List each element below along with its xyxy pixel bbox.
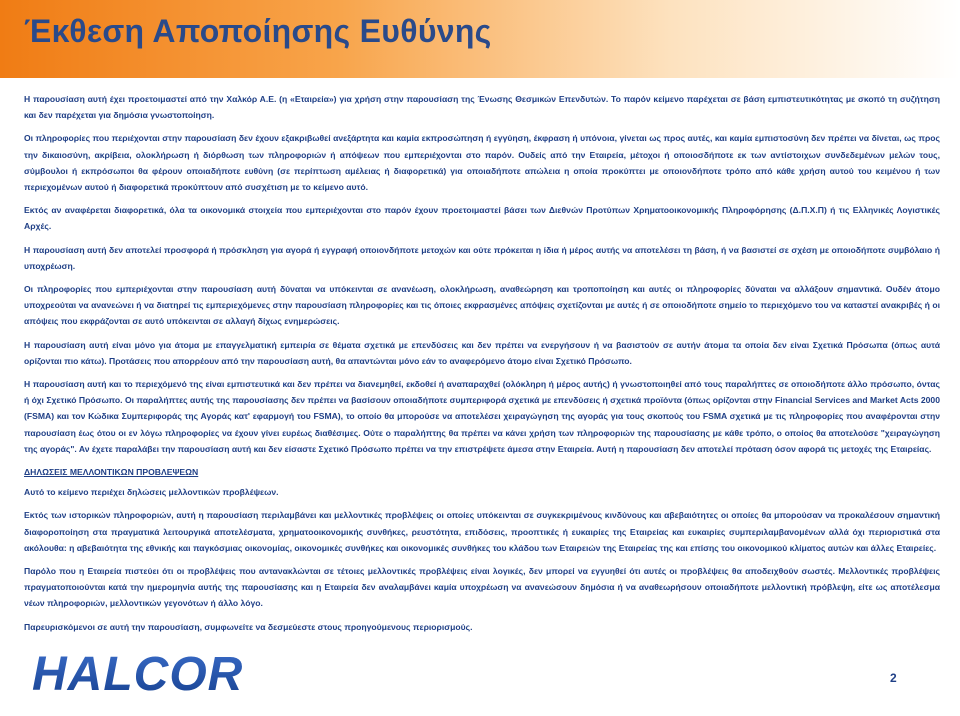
halcor-logo xyxy=(28,644,268,700)
page-number: 2 xyxy=(890,671,897,685)
paragraph-forward-risks: Εκτός των ιστορικών πληροφοριών, αυτή η παρουσίαση περιλαμβάνει και μελλοντικές προβλέψεις οι οποίες υπόκεινται σε συγκεκριμένους κινδύνους και αβεβαιότητες οι οποίες θα μπορούσαν να προκαλέσουν σημαντική διαφοροποίηση στα πραγματικά λειτουργικά αποτελέσματα, χρηματοοικονομικής συνθήκες, ρευστότητα, επιδόσεις, προοπτικές ή ευκαιρίες της Εταιρείας και ευκαιρίες συμπεριλαμβανομένων αλλά όχι περιοριστικά στα ακόλουθα: η αβεβαιότητα της εθνικής και παγκόσμιας οικονομίας, οικονομικές συνθήκες και οικονομικές συνθήκες του κλάδου των Εταιρειών της Εταιρείας της και επίσης του οικονομικού κλίματος αυτών και άλλες Εταιρείες. xyxy=(24,510,940,553)
paragraph-updates: Οι πληροφορίες που εμπεριέχονται στην παρουσίαση αυτή δύναται να υπόκεινται σε ανανέωση, ολοκλήρωση, αναθεώρηση και τροποποίηση και αυτές οι πληροφορίες δύναται να αλλάξουν σημαντικά. Ουδέν άτομο υποχρεούται να ανανεώνει ή να διατηρεί τις εμπεριεχόμενες στην παρουσίαση πληροφορίες και τις όποιες εκφρασμένες απόψεις σχετίζονται με αυτές ή σε οποιοδήποτε σημείο το περιεχόμενο του να καταστεί ανακριβές ή οι απόψεις που εκφράζονται σε αυτό υπόκεινται σε αλλαγή δίχως ενημερώσεις. xyxy=(24,284,940,327)
paragraph-agreement: Παρευρισκόμενοι σε αυτή την παρουσίαση, συμφωνείτε να δεσμεύεστε στους προηγούμενους περιορισμούς. xyxy=(24,621,473,632)
paragraph-forward-intro: Αυτό το κείμενο περιέχει δηλώσεις μελλοντικών προβλέψεων. xyxy=(24,487,279,498)
paragraph-financial-standards: Εκτός αν αναφέρεται διαφορετικά, όλα τα οικονομικά στοιχεία που εμπεριέχονται στο παρόν έχουν προετοιμαστεί βάσει των Διεθνών Προτύπων Χρηματοοικονομικής Πληροφόρησης (Δ.Π.Χ.Π) ή τις Ελληνικές Λογιστικές Αρχές. xyxy=(24,205,940,232)
section-heading-forward-looking: ΔΗΛΩΣΕΙΣ ΜΕΛΛΟΝΤΙΚΩΝ ΠΡΟΒΛΕΨΕΩΝ xyxy=(24,467,199,478)
disclaimer-body xyxy=(24,91,940,642)
paragraph-no-offer: Η παρουσίαση αυτή δεν αποτελεί προσφορά ή πρόσκληση για αγορά ή εγγραφή οποιονδήποτε μετοχών και ούτε πρόκειται η ίδια ή μέρος αυτής να αποτελέσει τη βάση, ή να βασιστεί σε σχέση με οποιοδήποτε συμβόλαιο ή υποχρέωση. xyxy=(24,244,940,271)
logo-wordmark: HALCOR xyxy=(32,648,244,700)
paragraph-forward-no-update: Παρόλο που η Εταιρεία πιστεύει ότι οι προβλέψεις που αντανακλώνται σε τέτοιες μελλοντικές προβλέψεις είναι λογικές, δεν μπορεί να εγγυηθεί ότι αυτές οι προβλέψεις θα αποδειχθούν σωστές. Μελλοντικές προβλέψεις πραγματοποιούνται κατά την ημερομηνία αυτής της παρουσίασης και η Εταιρεία δεν αναλαμβάνει καμία υποχρέωση να ανανεώσουν δημόσια ή να αναθεωρήσουν οποιαδήποτε μελλοντική πρόβλεψη, είτε ως αποτέλεσμα νέων πληροφοριών, μελλοντικών γεγονότων ή άλλο λόγο. xyxy=(24,566,940,609)
paragraph-intro: Η παρουσίαση αυτή έχει προετοιμαστεί από την Χαλκόρ Α.Ε. (η «Εταιρεία») για χρήση στην παρουσίαση της Ένωσης Θεσμικών Επενδυτών. Το παρόν κείμενο παρέχεται σε βάση εμπιστευτικότητας με σκοπό τη συζήτηση και δεν παρέχεται για δημόσια γνωστοποίηση. xyxy=(24,94,940,121)
paragraph-confidentiality: Η παρουσίαση αυτή και το περιεχόμενό της είναι εμπιστευτικά και δεν πρέπει να διανεμηθεί, εκδοθεί ή αναπαραχθεί (ολόκληρη ή μέρος αυτής) ή γνωστοποιηθεί από τους παραλήπτες σε οποιοδήποτε άλλο πρόσωπο, όντας ή όχι Σχετικό Πρόσωπο. Οι παραλήπτες αυτής της παρουσίασης δεν πρέπει να βασίσουν οποιαδήποτε συμπεριφορά σχετικά με επενδύσεις ή σχετικά προϊόντα (όπως ορίζονται στην Financial Services and Market Acts 2000 (FSMA) και τον Κώδικα Συμπεριφοράς της Αγοράς κατ' εφαρμογή του FSMA), το οποίο θα μπορούσε να αποτελέσει χειραγώγηση της αγοράς για τους σκοπούς του FSMA σχετικά με τις πληροφορίες που αναφέρονται στην παρουσίαση έως ότου οι εν λόγω πληροφορίες να έχουν γίνει ευρέως διαθέσιμες. Ούτε ο παραλήπτης θα πρέπει να κάνει χρήση των πληροφοριών της παρουσίασης με κάθε τρόπο, ο οποίος θα αποτελούσε "χειραγώγηση της αγοράς". Αν έχετε παραλάβει την παρουσίαση αυτή και δεν είσαστε Σχετικό Πρόσωπο πρέπει να την επιστρέψετε άμεσα στην Εταιρεία. Αυτή η παρουσίαση δεν αποτελεί πρόταση όσον αφορά τις μετοχές της Εταιρείας. xyxy=(24,379,940,454)
paragraph-relevant-persons: Η παρουσίαση αυτή είναι μόνο για άτομα με επαγγελματική εμπειρία σε θέματα σχετικά με επενδύσεις και δεν πρέπει να ενεργήσουν ή να βασιστούν σε αυτήν άτομα τα οποία δεν είναι Σχετικά Πρόσωπα (όπως αυτά ορίζονται πιο κάτω). Προτάσεις που απορρέουν από την παρουσίαση αυτή, θα απαντώνται μόνο εάν το αναφερόμενο άτομο είναι Σχετικό Πρόσωπο. xyxy=(24,339,940,366)
paragraph-verification: Οι πληροφορίες που περιέχονται στην παρουσίαση δεν έχουν εξακριβωθεί ανεξάρτητα και καμία εκπροσώπηση ή εγγύηση, έκφραση ή υπόνοια, γίνεται ως προς αυτές, και καμία εμπιστοσύνη δεν πρέπει να δίνεται, ως προς την δικαιοσύνη, ακρίβεια, ολοκλήρωση ή διόρθωση των πληροφοριών ή απόψεων που εμπεριέχονται στο παρόν. Ουδείς από την Εταιρεία, μέτοχοι ή οποιοσδήποτε εκ των αντίστοιχων συνδεδεμένων μελών τους, σύμβουλοι ή εκπρόσωποι θα φέρουν οποιαδήποτε ευθύνη (σε περίπτωση αμέλειας ή διαφορετικά) για οποιαδήποτε απώλεια η οποία προκύπτει με οποιονδήποτε τρόπο από κάθε χρήση αυτού του κειμένου ή των περιεχομένων αυτού ή διαφορετικά προκύπτουν από συσχέτιση με το κείμενο αυτό. xyxy=(24,133,940,193)
page-title: Έκθεση Αποποίησης Ευθύνης xyxy=(24,13,492,49)
